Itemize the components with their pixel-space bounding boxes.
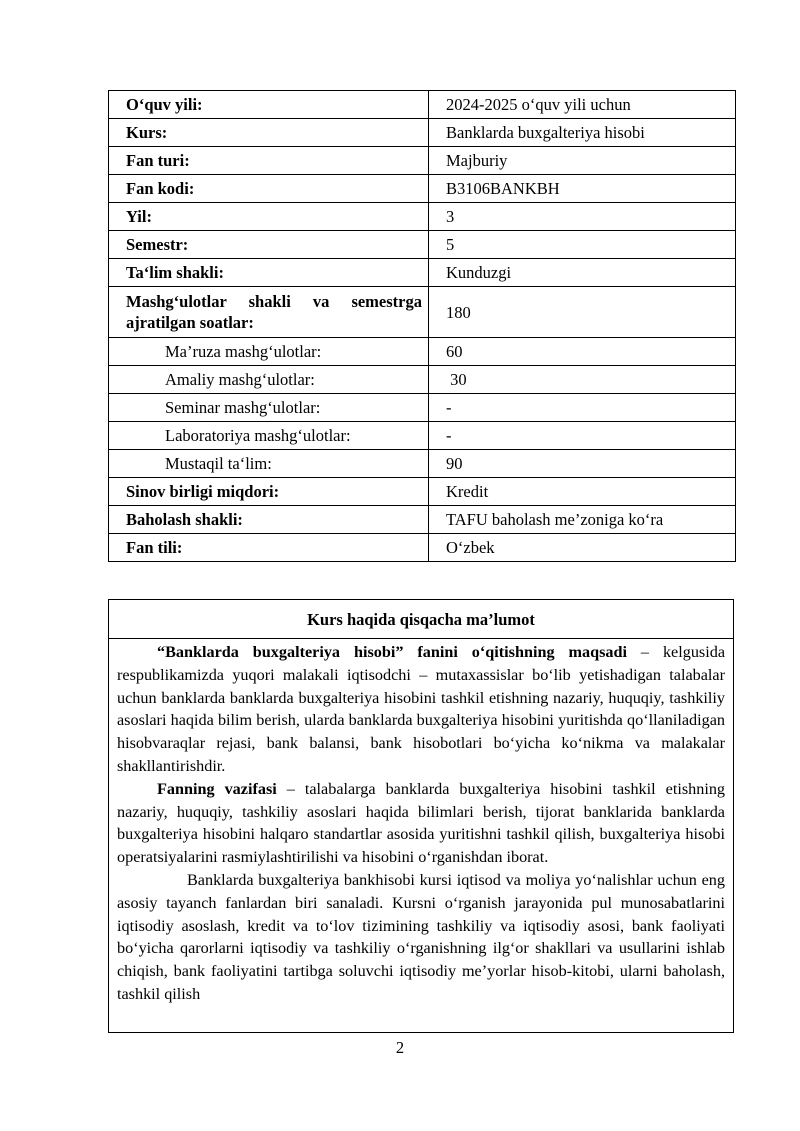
row-value: B3106BANKBH: [429, 175, 736, 203]
table-row: [109, 203, 736, 231]
course-info-table: [108, 90, 736, 562]
course-summary-body: [109, 639, 733, 1006]
table-row: [109, 119, 736, 147]
table-row: [109, 91, 736, 119]
table-row: [109, 287, 736, 338]
table-row: [109, 506, 736, 534]
row-label-line: Mashg‘ulotlar shakli va semestrga: [126, 292, 422, 311]
row-label: Sinov birligi miqdori:: [109, 478, 429, 506]
page-number: 2: [395, 1038, 405, 1057]
table-row: [109, 534, 736, 562]
course-summary-box: [108, 599, 734, 1033]
row-value: 90: [429, 450, 736, 478]
row-label: Semestr:: [109, 231, 429, 259]
tasks-lead: Fanning vazifasi: [157, 779, 277, 798]
table-row: [109, 394, 736, 422]
tasks-text: – talabalarga banklarda buxgalteriya hisobini tashkil etishning nazariy, huquqiy, tashkiliy asoslari haqida bilimlari berish, tijorat banklarida banklarda buxgalteriya hisobini halqaro standartlar asosida yuritishni tashkil qilish, buxgalteriya hisobi operatsiyalarini rasmiylashtirilishi va hisobini o‘rganishdan iborat.: [117, 779, 726, 867]
row-label: Amaliy mashg‘ulotlar:: [109, 366, 429, 394]
table-row: [109, 450, 736, 478]
row-value: Majburiy: [429, 147, 736, 175]
row-value: Kredit: [429, 478, 736, 506]
row-value: -: [429, 422, 736, 450]
paragraph-tasks: [117, 778, 725, 869]
row-label: [109, 287, 429, 338]
table-row: [109, 259, 736, 287]
row-label-line: ajratilgan soatlar:: [126, 313, 254, 332]
goal-lead: “Banklarda buxgalteriya hisobi” fanini o‘qitishning maqsadi: [157, 643, 627, 661]
paragraph-overview: Banklarda buxgalteriya bankhisobi kursi iqtisod va moliya yo‘nalishlar uchun eng asosiy tayanch fanlardan biri sanaladi. Kursni o‘rganish jarayonida pul munosabatlarini iqtisodiy asoslash, kredit va to‘lov tizimining tashkiliy va iqtisodiy asosi, bank faoliyati bo‘yicha qarorlarni iqtisodiy va tashkiliy o‘rganishning ilg‘or shakllari va usullarini ishlab chiqish, bank faoliyatini tartibga soluvchi iqtisodiy me’yorlar hisob-kitobi, ularni baholash, tashkil qilish: [117, 870, 725, 1003]
row-value: 30: [429, 366, 736, 394]
row-value: 5: [429, 231, 736, 259]
row-label: Seminar mashg‘ulotlar:: [109, 394, 429, 422]
row-value: Kunduzgi: [429, 259, 736, 287]
row-value: 180: [429, 287, 736, 338]
row-value: TAFU baholash me’zoniga ko‘ra: [429, 506, 736, 534]
row-value: 2024-2025 o‘quv yili uchun: [429, 91, 736, 119]
table-row: [109, 147, 736, 175]
table-row: [109, 175, 736, 203]
row-label: Laboratoriya mashg‘ulotlar:: [109, 422, 429, 450]
row-label: Yil:: [109, 203, 429, 231]
table-row: [109, 478, 736, 506]
row-label: Fan kodi:: [109, 175, 429, 203]
row-label: Mustaqil ta‘lim:: [109, 450, 429, 478]
table-row: [109, 366, 736, 394]
row-value: O‘zbek: [429, 534, 736, 562]
paragraph-goal: [117, 641, 725, 778]
row-value: 60: [429, 338, 736, 366]
row-value: 3: [429, 203, 736, 231]
row-label: Baholash shakli:: [109, 506, 429, 534]
table-row: [109, 422, 736, 450]
course-summary-heading: Kurs haqida qisqacha ma’lumot: [109, 600, 733, 639]
goal-text: – kelgusida respublikamizda yuqori malakali iqtisodchi – mutaxassislar bo‘lib yetishadigan talabalar uchun banklarda banklarda buxgalteriya hisobini tashkil etishning nazariy, huquqiy, tashkiliy asoslari haqida bilim berish, ularda banklarda buxgalteriya hisobini yuritishda qo‘llaniladigan hisobvaraqlar rejasi, bank balansi, bank hisobotlari bo‘yicha ko‘nikma va malakalar shakllantirishdir.: [117, 643, 726, 775]
table-row: [109, 338, 736, 366]
table-row: [109, 231, 736, 259]
row-label: Kurs:: [109, 119, 429, 147]
row-label: O‘quv yili:: [109, 91, 429, 119]
row-value: Banklarda buxgalteriya hisobi: [429, 119, 736, 147]
row-label: Fan tili:: [109, 534, 429, 562]
row-label: Ma’ruza mashg‘ulotlar:: [109, 338, 429, 366]
row-value: -: [429, 394, 736, 422]
row-label: Ta‘lim shakli:: [109, 259, 429, 287]
row-label: Fan turi:: [109, 147, 429, 175]
